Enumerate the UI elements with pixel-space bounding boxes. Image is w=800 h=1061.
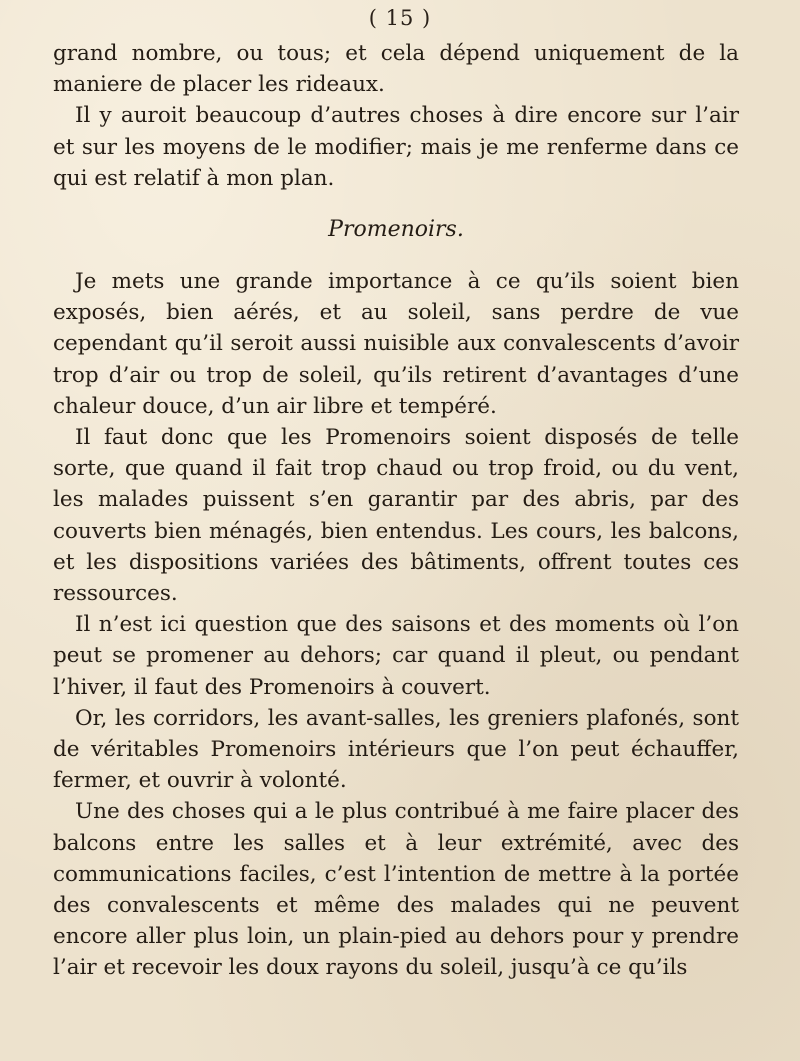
paragraph-seasons: Il n’est ici question que des saisons et des moments où l’on peut se promener au dehors; car quand il pleut, ou pendant l’hiver, il faut des Promenoirs à couvert. xyxy=(53,612,739,700)
paragraph-corridors: Or, les corridors, les avant-salles, les greniers plafonés, sont de véritables Promenoirs intérieurs que l’on peut échauffer, fermer, et ouvrir à volonté. xyxy=(53,705,739,794)
page-number: ( 15 ) xyxy=(368,6,432,30)
paragraph-balconies: Une des choses qui a le plus contribué à me faire placer des balcons entre les salles et à leur extrémité, avec des communications faciles, c’est l’intention de mettre à la portée des convalescents et même des malades qui ne peuvent encore aller plus loin, un plain-pied au dehors pour y prendre l’air et recevoir les doux rayons du soleil, jusqu’à ce qu’ils xyxy=(53,799,739,981)
paragraph-exposure: Je mets une grande importance à ce qu’ils soient bien exposés, bien aérés, et au soleil, sans perdre de vue cependant qu’il seroit aussi nuisible aux convalescents d’avoir trop d’air ou trop de soleil, qu’ils retirent d’avantages d’une chaleur douce, d’un air libre et tempéré. xyxy=(53,269,739,419)
paragraph-shelter: Il faut donc que les Promenoirs soient disposés de telle sorte, que quand il fait trop chaud ou trop froid, ou du vent, les malades puissent s’en garantir par des abris, par des couverts bien ménagés, bien entendus. Les cours, les balcons, et les dispositions variées des bâtiments, offrent toutes ces ressources. xyxy=(53,425,739,607)
paragraph-continuation: grand nombre, ou tous; et cela dépend uniquement de la maniere de placer les rideaux. xyxy=(53,41,739,98)
page-text xyxy=(53,38,739,984)
section-title: Promenoirs. xyxy=(328,217,464,243)
paragraph-air: Il y auroit beaucoup d’autres choses à dire encore sur l’air et sur les moyens de le modifier; mais je me renferme dans ce qui est relatif à mon plan. xyxy=(53,103,739,191)
